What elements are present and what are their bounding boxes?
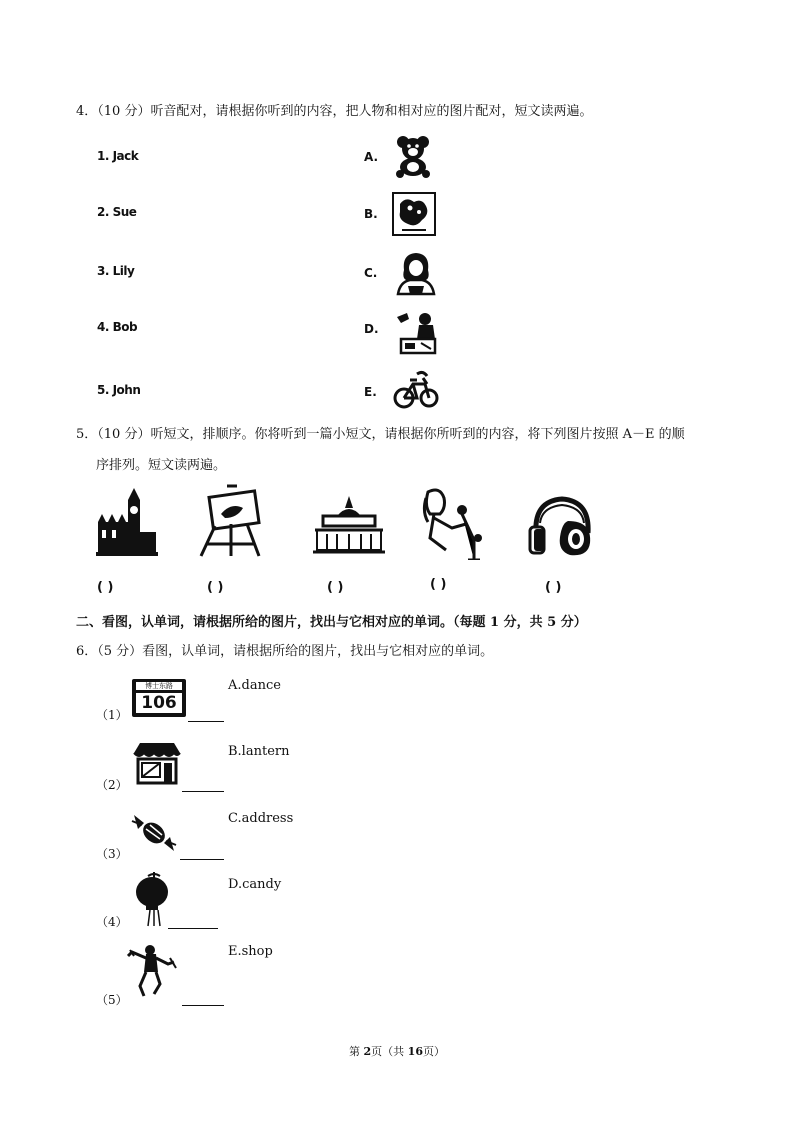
q5-prompt-line1: 5．（10 分）听短文，排顺序。你将听到一篇小短文，请根据你所听到的内容，将下列图片按照 A－E 的顺 — [76, 427, 685, 442]
q6-blank-2[interactable] — [182, 791, 224, 792]
footer-prefix: 第 — [349, 1045, 364, 1058]
q6-num-2: （2） — [96, 778, 128, 792]
singer-icon — [418, 488, 488, 560]
candy-icon — [130, 809, 178, 857]
footer-mid: 页（共 — [371, 1045, 408, 1058]
footer-total-pages: 16 — [407, 1045, 423, 1058]
q4-name-bob: 4. Bob — [97, 320, 138, 334]
q4-name-jack: 1. Jack — [97, 149, 139, 163]
sign-number-text: 106 — [136, 693, 182, 713]
q6-blank-3[interactable] — [180, 859, 224, 860]
easel-icon — [197, 484, 265, 558]
q6-num-1: （1） — [96, 708, 128, 722]
framed-picture-icon — [392, 192, 436, 236]
bicycle-icon — [393, 370, 439, 410]
dancer-icon — [126, 942, 178, 998]
teddy-bear-icon — [393, 134, 435, 178]
q6-blank-5[interactable] — [182, 1005, 224, 1006]
q6-blank-1[interactable] — [188, 721, 224, 722]
headphones-icon — [528, 493, 594, 559]
q4-prompt: 4．（10 分）听音配对，请根据你听到的内容，把人物和相对应的图片配对，短文读两遍。 — [76, 104, 593, 119]
q4-option-b: B. — [364, 207, 378, 221]
address-sign-icon — [132, 679, 186, 717]
q6-word-c: C.address — [228, 811, 294, 826]
q6-word-d: D.candy — [228, 877, 282, 892]
lantern-icon — [132, 872, 172, 928]
page-footer — [0, 1043, 794, 1059]
palace-icon — [313, 494, 385, 556]
q6-num-3: （3） — [96, 847, 128, 861]
footer-page-number: 2 — [363, 1045, 372, 1058]
q5-answer-paren-2[interactable]: ( ) — [207, 580, 224, 595]
q4-name-lily: 3. Lily — [97, 264, 135, 278]
q5-answer-paren-3[interactable]: ( ) — [327, 580, 344, 595]
section-2-title: 二、看图，认单词，请根据所给的图片，找出与它相对应的单词。（每题 1 分，共 5 分） — [76, 615, 587, 630]
q5-prompt-line2: 序排列。短文读两遍。 — [96, 458, 227, 473]
q4-name-john: 5. John — [97, 383, 141, 397]
q4-option-a: A. — [364, 150, 379, 164]
shop-icon — [132, 741, 182, 785]
q5-answer-paren-5[interactable]: ( ) — [545, 580, 562, 595]
q5-answer-paren-4[interactable]: ( ) — [430, 577, 447, 592]
q6-word-b: B.lantern — [228, 744, 290, 759]
footer-suffix: 页） — [422, 1045, 445, 1058]
q6-blank-4[interactable] — [168, 928, 218, 929]
q4-option-c: C. — [364, 266, 378, 280]
q6-num-4: （4） — [96, 915, 128, 929]
q4-option-d: D. — [364, 322, 379, 336]
q6-prompt: 6．（5 分）看图，认单词，请根据所给的图片，找出与它相对应的单词。 — [76, 644, 494, 659]
sign-street-text: 博士东路 — [136, 682, 182, 690]
girl-portrait-icon — [394, 250, 438, 296]
q6-word-e: E.shop — [228, 944, 273, 959]
q5-answer-paren-1[interactable]: ( ) — [97, 580, 114, 595]
big-ben-icon — [96, 486, 158, 558]
q4-name-sue: 2. Sue — [97, 205, 137, 219]
scene-icon — [395, 309, 439, 355]
q6-num-5: （5） — [96, 993, 128, 1007]
q4-option-e: E. — [364, 385, 377, 399]
q6-word-a: A.dance — [228, 678, 281, 693]
